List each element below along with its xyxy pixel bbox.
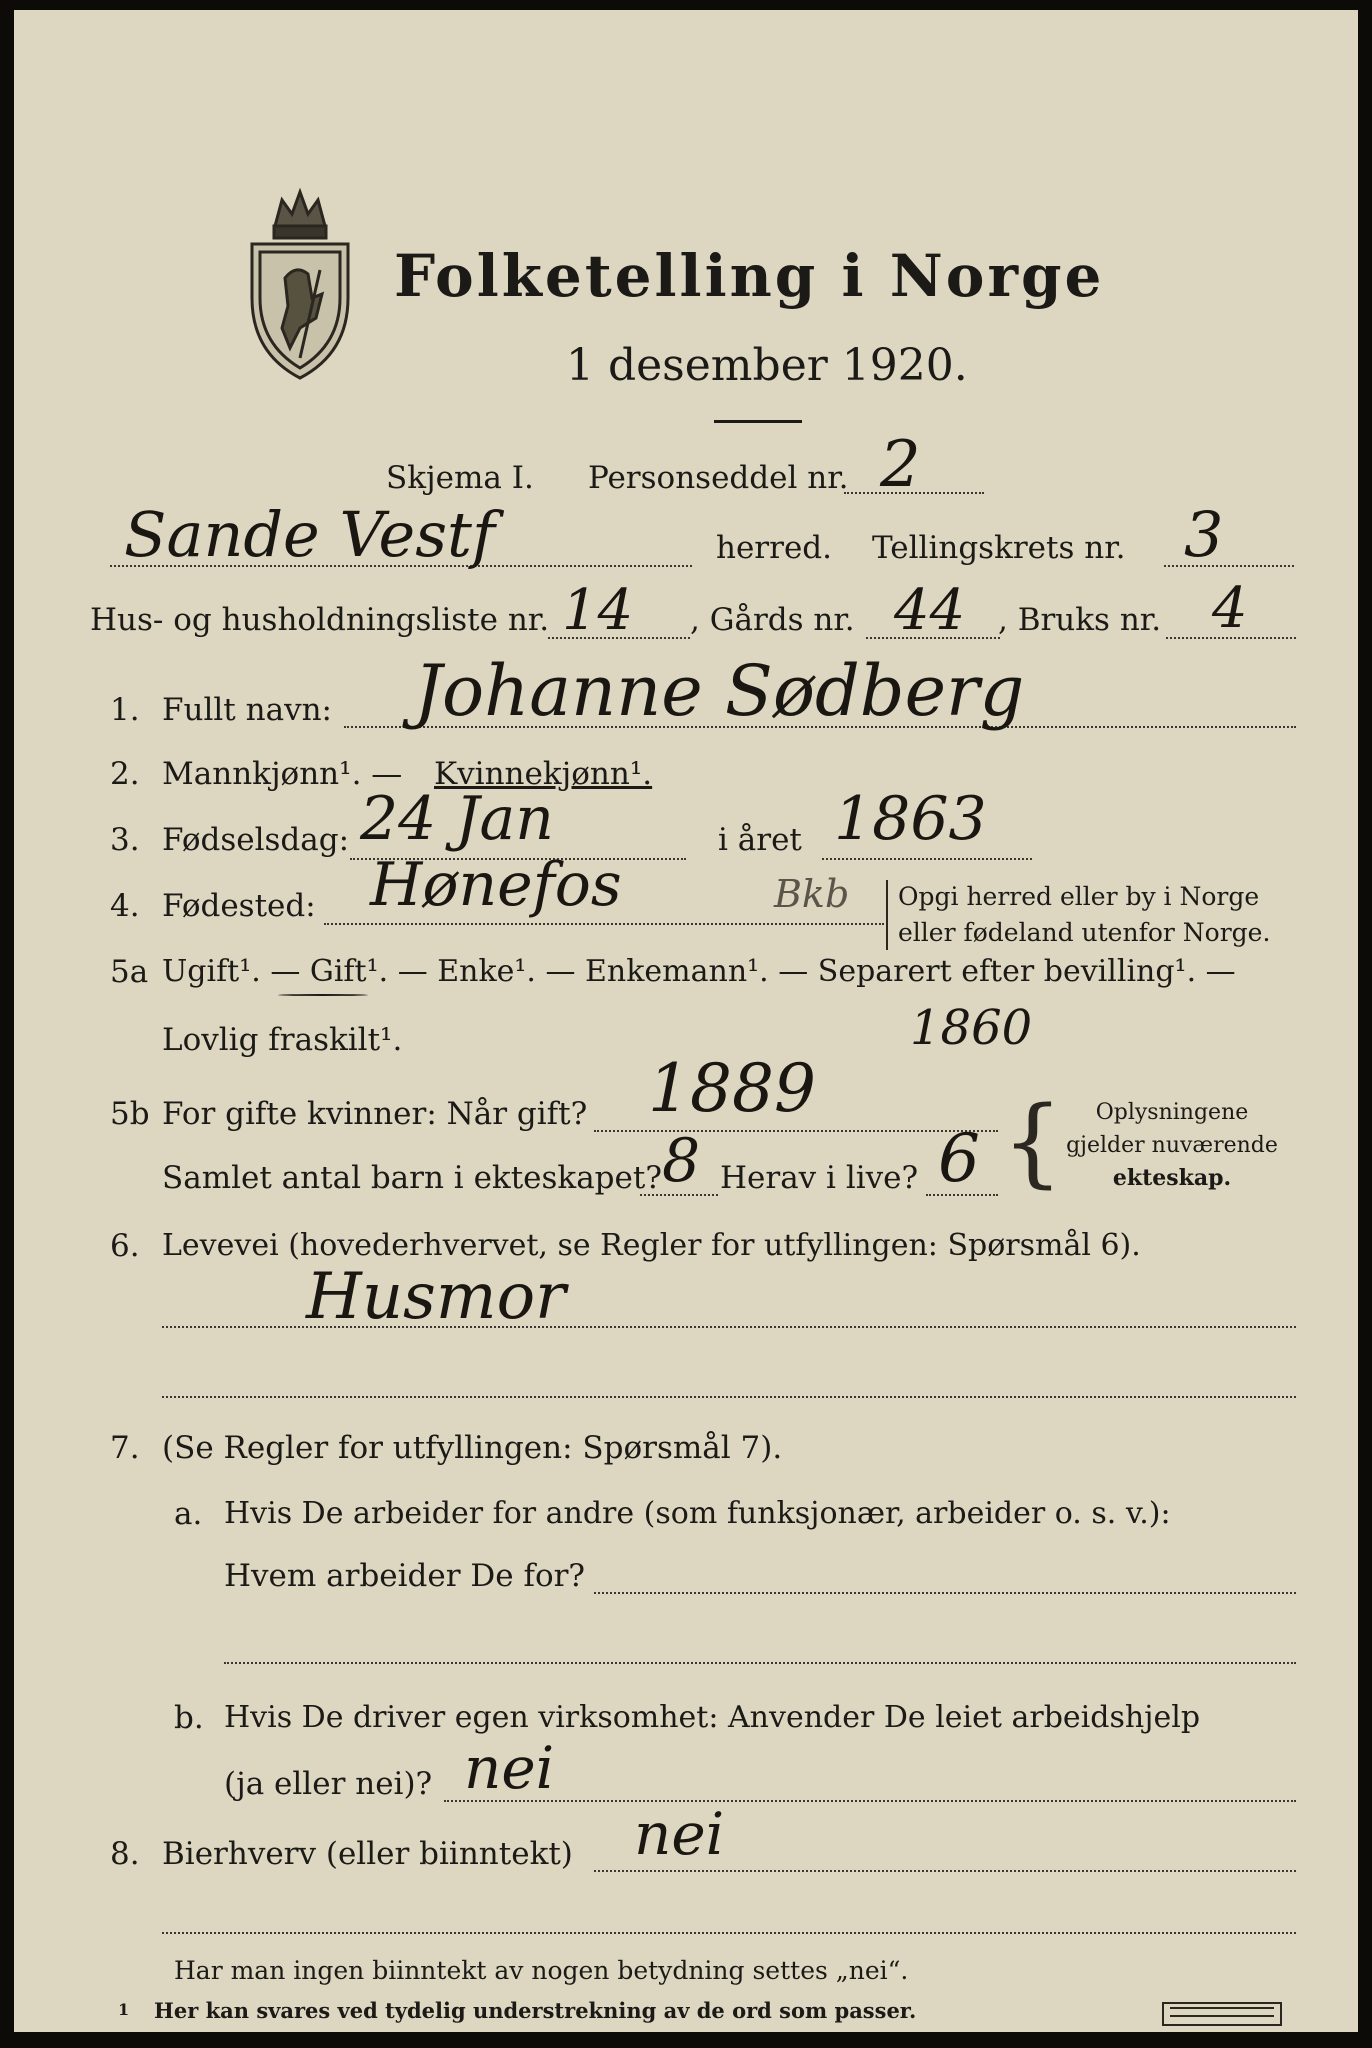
printer-stamp-icon: [1162, 2002, 1282, 2026]
q8-line2: [162, 1932, 1296, 1934]
q5a-options[interactable]: Ugift¹. — Gift¹. — Enke¹. — Enkemann¹. — Separert efter bevilling¹. —: [162, 954, 1236, 989]
gards-label: , Gårds nr.: [690, 602, 855, 638]
q4-number: 4.: [110, 888, 140, 924]
q4-label: Fødested:: [162, 888, 316, 924]
q4-note-bracket: [886, 880, 892, 950]
q7a-answer-line[interactable]: [594, 1592, 1296, 1594]
q7b-value[interactable]: nei: [464, 1734, 555, 1802]
q5b-note-line2: gjelder nuværende: [1066, 1133, 1278, 1158]
personseddel-label: Personseddel nr.: [588, 460, 849, 496]
q1-label: Fullt navn:: [162, 692, 332, 728]
q5b-note-brace: {: [1002, 1086, 1064, 1198]
q3-value[interactable]: 24 Jan: [360, 784, 554, 854]
q6-number: 6.: [110, 1228, 140, 1264]
title-divider: [714, 420, 802, 423]
q3-year-line: [822, 858, 1032, 860]
q5b-note: [1042, 1096, 1302, 1195]
bruks-label: , Bruks nr.: [998, 602, 1162, 638]
q4-note-line2: eller fødeland utenfor Norge.: [898, 918, 1271, 947]
q5b-note-line1: Oplysningene: [1095, 1100, 1249, 1125]
q8-value[interactable]: nei: [634, 1800, 725, 1868]
norwegian-coat-of-arms-icon: [230, 178, 370, 388]
q3-year-label: i året: [718, 822, 802, 858]
q7a-label: Hvis De arbeider for andre (som funksjonær, arbeider o. s. v.):: [224, 1496, 1171, 1531]
q5b-value[interactable]: 1889: [648, 1050, 816, 1127]
q4-note-line1: Opgi herred eller by i Norge: [898, 882, 1260, 911]
q5a-number: 5a: [110, 954, 149, 990]
q5a-line2[interactable]: Lovlig fraskilt¹.: [162, 1022, 403, 1058]
husliste-label: Hus- og husholdningsliste nr.: [90, 602, 550, 638]
personseddel-value[interactable]: 2: [880, 428, 921, 502]
herred-value[interactable]: Sande Vestf: [124, 498, 495, 571]
q2-male-option[interactable]: Mannkjønn¹. —: [162, 756, 403, 792]
q5b-live-label: Herav i live?: [720, 1160, 919, 1196]
q3-label: Fødselsdag:: [162, 822, 350, 858]
q5a-handwritten-year: 1860: [910, 1000, 1033, 1056]
gards-value[interactable]: 44: [894, 578, 966, 643]
q3-number: 3.: [110, 822, 140, 858]
q5b-live-value[interactable]: 6: [938, 1120, 980, 1197]
q5b-note-line3: ekteskap.: [1112, 1165, 1232, 1191]
schema-label: Skjema I.: [386, 460, 534, 496]
form-date: 1 desember 1920.: [566, 340, 968, 391]
q7b-label: Hvis De driver egen virksomhet: Anvender De leiet arbeidshjelp: [224, 1700, 1201, 1735]
footnote-mark: 1: [118, 2000, 130, 2019]
q5b-barn-value[interactable]: 8: [662, 1126, 701, 1196]
q5b-number: 5b: [110, 1096, 150, 1132]
q6-line1: [162, 1326, 1296, 1328]
biinntekt-note: Har man ingen biinntekt av nogen betydning settes „nei“.: [174, 1956, 909, 1985]
q3-year-value[interactable]: 1863: [834, 784, 987, 854]
q5b-barn-label: Samlet antal barn i ekteskapet?: [162, 1160, 662, 1196]
q5a-gift-underline: [278, 994, 368, 996]
q8-label: Bierhverv (eller biinntekt): [162, 1836, 573, 1872]
q4-extra-mark: Bkb: [774, 872, 850, 916]
q7b-letter: b.: [174, 1700, 204, 1736]
q7b-answer-line: [444, 1800, 1296, 1802]
husliste-value[interactable]: 14: [562, 578, 634, 643]
q8-answer-line: [594, 1870, 1296, 1872]
footnote: Her kan svares ved tydelig understrekning av de ord som passer.: [154, 1998, 917, 2023]
q7a-line2-label: Hvem arbeider De for?: [224, 1558, 586, 1594]
tellingskrets-value[interactable]: 3: [1184, 498, 1224, 571]
q6-value[interactable]: Husmor: [306, 1260, 566, 1334]
q1-number: 1.: [110, 692, 140, 728]
form-title: Folketelling i Norge: [394, 242, 1105, 310]
herred-label: herred.: [716, 530, 832, 566]
q8-number: 8.: [110, 1836, 140, 1872]
q7b-line2-label: (ja eller nei)?: [224, 1766, 433, 1802]
q4-value[interactable]: Hønefos: [370, 850, 622, 920]
q1-value[interactable]: Johanne Sødberg: [414, 650, 1025, 732]
q6-line2: [162, 1396, 1296, 1398]
bruks-value[interactable]: 4: [1212, 576, 1248, 641]
tellingskrets-label: Tellingskrets nr.: [872, 530, 1126, 566]
census-form-page: [14, 10, 1358, 2032]
q2-number: 2.: [110, 756, 140, 792]
q7a-letter: a.: [174, 1496, 203, 1532]
q5b-label: For gifte kvinner: Når gift?: [162, 1096, 588, 1132]
q4-line: [324, 923, 884, 925]
q2-female-option[interactable]: Kvinnekjønn¹.: [434, 756, 653, 792]
q6-label: Levevei (hovederhvervet, se Regler for utfyllingen: Spørsmål 6).: [162, 1228, 1141, 1263]
q7a-answer-line2: [224, 1662, 1296, 1664]
q7-number: 7.: [110, 1430, 140, 1466]
q7-label: (Se Regler for utfyllingen: Spørsmål 7).: [162, 1430, 783, 1466]
